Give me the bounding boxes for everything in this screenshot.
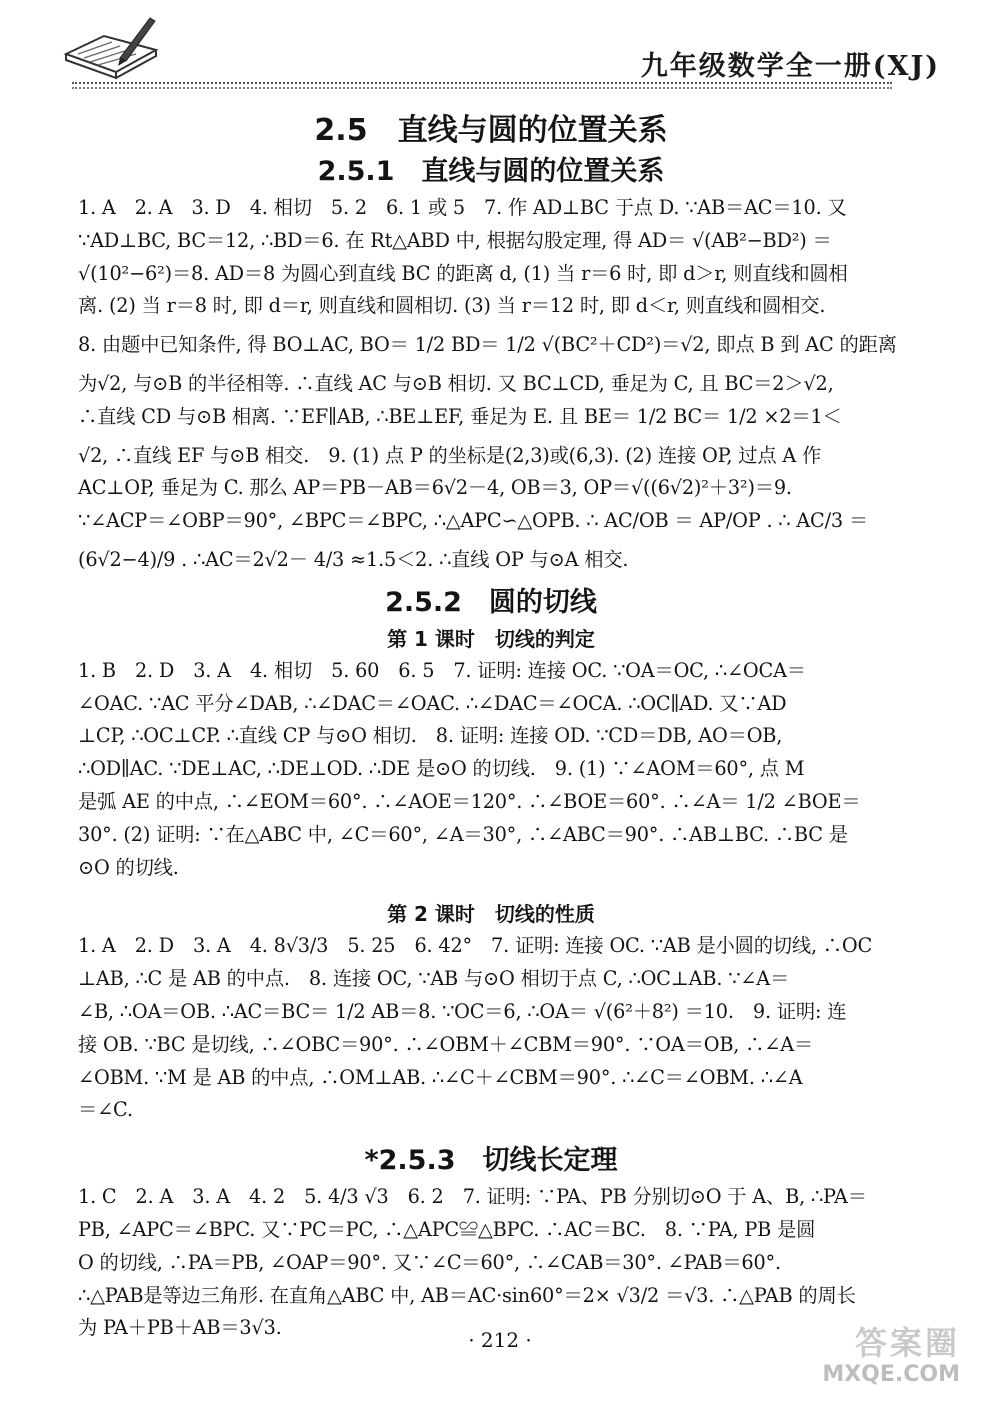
answer-line: ∴OD∥AC. ∵DE⊥AC, ∴DE⊥OD. ∴DE 是⊙O 的切线. 9. (1) ∵∠AOM＝60°, 点 M xyxy=(78,757,805,781)
answer-line: ∵∠ACP＝∠OBP＝90°, ∠BPC＝∠BPC, ∴△APC∽△OPB. ∴ AC/OB ＝ AP/OP . ∴ AC/3 ＝ xyxy=(78,509,868,533)
book-title: 九年级数学全一册(XJ) xyxy=(640,51,940,82)
answer-line: 1. A 2. A 3. D 4. 相切 5. 2 6. 1 或 5 7. 作 AD⊥BC 于点 D. ∵AB＝AC＝10. 又 xyxy=(78,196,847,219)
answer-line: 为 PA＋PB＋AB＝3√3. xyxy=(78,1316,282,1340)
answer-line: ∵AD⊥BC, BC＝12, ∴BD＝6. 在 Rt△ABD 中, 根据勾股定理, 得 AD＝ √(AB²−BD²) ＝ xyxy=(78,228,832,252)
answer-line: ＝∠C. xyxy=(78,1098,133,1122)
answer-line: O 的切线, ∴PA＝PB, ∠OAP＝90°. 又∵∠C＝60°, ∴∠CAB＝30°. ∠PAB＝60°. xyxy=(78,1250,781,1274)
answer-line: ∠B, ∴OA＝OB. ∴AC＝BC＝ 1/2 AB＝8. ∵OC＝6, ∴OA＝ √(6²＋8²) ＝10. 9. 证明: 连 xyxy=(78,999,847,1023)
answer-line: ∠OAC. ∵AC 平分∠DAB, ∴∠DAC＝∠OAC. ∴∠DAC＝∠OCA. ∴OC∥AD. 又∵AD xyxy=(78,691,787,715)
answer-line: √(10²−6²)＝8. AD＝8 为圆心到直线 BC 的距离 d, (1) 当 r＝6 时, 即 d＞r, 则直线和圆相 xyxy=(78,261,848,285)
book-pen-logo-icon xyxy=(60,14,170,84)
answer-line: 8. 由题中已知条件, 得 BO⊥AC, BO＝ 1/2 BD＝ 1/2 √(BC²＋CD²)＝√2, 即点 B 到 AC 的距离 xyxy=(78,333,897,357)
answer-content xyxy=(78,110,904,1345)
section-title-2-5: 2.5 直线与圆的位置关系 xyxy=(314,113,668,148)
answer-line: (6√2−4)/9 . ∴AC＝2√2－ 4/3 ≈1.5＜2. ∴直线 OP 与⊙A 相交. xyxy=(78,547,629,571)
section-title-2-5-1: 2.5.1 直线与圆的位置关系 xyxy=(317,156,665,187)
watermark-logo-text: 答案圈 xyxy=(854,1324,960,1362)
answer-line: ⊥CP, ∴OC⊥CP. ∴直线 CP 与⊙O 相切. 8. 证明: 连接 OD. ∵CD＝DB, AO＝OB, xyxy=(78,724,783,748)
section-title-2-5-3: *2.5.3 切线长定理 xyxy=(364,1145,618,1177)
answer-line: ∴△PAB是等边三角形. 在直角△ABC 中, AB＝AC·sin60°＝2× √3/2 ＝√3. ∴△PAB 的周长 xyxy=(78,1283,856,1307)
answer-line: 是弧 AE 的中点, ∴∠EOM＝60°. ∴∠AOE＝120°. ∴∠BOE＝60°. ∴∠A＝ 1/2 ∠BOE＝ xyxy=(78,789,861,813)
lesson-1-title: 第 1 课时 切线的判定 xyxy=(387,626,595,651)
answer-line: √2, ∴直线 EF 与⊙B 相交. 9. (1) 点 P 的坐标是(2,3)或(6,3). (2) 连接 OP, 过点 A 作 xyxy=(78,443,822,467)
answer-line: 30°. (2) 证明: ∵在△ABC 中, ∠C＝60°, ∠A＝30°, ∴∠ABC＝90°. ∴AB⊥BC. ∴BC 是 xyxy=(78,822,848,846)
answer-line: 1. A 2. D 3. A 4. 8√3/3 5. 25 6. 42° 7. 证明: 连接 OC. ∵AB 是小圆的切线, ∴OC xyxy=(78,934,873,958)
answer-line: 1. C 2. A 3. A 4. 2 5. 4/3 √3 6. 2 7. 证明: ∵PA、PB 分别切⊙O 于 A、B, ∴PA＝ xyxy=(78,1185,867,1209)
answer-line: PB, ∠APC＝∠BPC. 又∵PC＝PC, ∴△APC≌△BPC. ∴AC＝BC. 8. ∵PA, PB 是圆 xyxy=(78,1217,816,1241)
answer-line: 为√2, 与⊙B 的半径相等. ∴直线 AC 与⊙B 相切. 又 BC⊥CD, 垂足为 C, 且 BC＝2＞√2, xyxy=(78,371,834,395)
section-title-2-5-2: 2.5.2 圆的切线 xyxy=(385,586,597,618)
answer-line: ⊙O 的切线. xyxy=(78,855,179,879)
header-divider xyxy=(72,82,892,90)
page-number: · 212 · xyxy=(468,1328,532,1352)
answer-line: 离. (2) 当 r＝8 时, 即 d＝r, 则直线和圆相切. (3) 当 r＝12 时, 即 d＜r, 则直线和圆相交. xyxy=(78,294,826,318)
answer-line: ∠OBM. ∵M 是 AB 的中点, ∴OM⊥AB. ∴∠C＋∠CBM＝90°. ∴∠C＝∠OBM. ∴∠A xyxy=(78,1065,803,1089)
answer-line: AC⊥OP, 垂足为 C. 那么 AP＝PB－AB＝6√2－4, OB＝3, OP＝√((6√2)²＋3²)＝9. xyxy=(78,476,792,500)
watermark-url: MXQE.COM xyxy=(822,1362,960,1387)
lesson-2-answers xyxy=(78,930,904,1127)
section-2-5-1-answers xyxy=(78,192,904,577)
lesson-1-answers xyxy=(78,655,904,885)
answer-line: ⊥AB, ∴C 是 AB 的中点. 8. 连接 OC, ∵AB 与⊙O 相切于点 C, ∴OC⊥AB. ∵∠A＝ xyxy=(78,967,790,991)
answer-line: 接 OB. ∵BC 是切线, ∴∠OBC＝90°. ∴∠OBM＋∠CBM＝90°. ∵OA＝OB, ∴∠A＝ xyxy=(78,1032,814,1056)
answer-line: ∴直线 CD 与⊙B 相离. ∵EF∥AB, ∴BE⊥EF, 垂足为 E. 且 BE＝ 1/2 BC＝ 1/2 ×2＝1＜ xyxy=(78,404,842,428)
lesson-2-title: 第 2 课时 切线的性质 xyxy=(387,902,595,927)
section-2-5-3-answers xyxy=(78,1181,904,1345)
site-watermark xyxy=(790,1318,960,1388)
answer-line: 1. B 2. D 3. A 4. 相切 5. 60 6. 5 7. 证明: 连接 OC. ∵OA＝OC, ∴∠OCA＝ xyxy=(78,658,806,682)
